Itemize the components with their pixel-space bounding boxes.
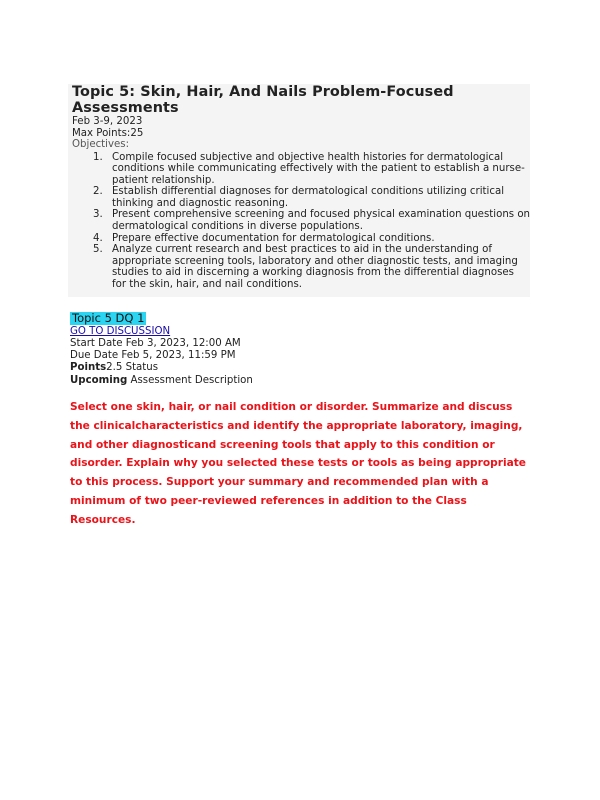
topic-overview xyxy=(68,84,530,297)
go-to-discussion-link[interactable]: GO TO DISCUSSION xyxy=(70,326,171,337)
objective-item: 1. Compile focused subjective and objective health histories for dermatological conditions while communicating effectively with the patient to establish a nurse-patient relationship. xyxy=(106,152,530,187)
points-status-line xyxy=(70,362,530,374)
objective-item: 3. Present comprehensive screening and focused physical examination questions on dermatological conditions in diverse populations. xyxy=(106,209,530,232)
topic-title: Topic 5: Skin, Hair, And Nails Problem-Focused Assessments xyxy=(72,84,454,116)
status-value: Upcoming xyxy=(70,374,128,386)
status-line xyxy=(70,375,530,387)
assessment-description-label: Assessment Description xyxy=(127,374,253,386)
topic-dates: Feb 3-9, 2023 xyxy=(72,116,143,127)
points-label: Points xyxy=(70,362,107,374)
discussion-question-block xyxy=(70,307,530,387)
dq-title: Topic 5 DQ 1 xyxy=(72,311,145,325)
assessment-description: Select one skin, hair, or nail condition or disorder. Summarize and discuss the clinicalcharacteristics and identify the appropriate laboratory, imaging, and other diagnosticand screening tools that apply to this condition or disorder. Explain why you selected these tests or tools as being appropriate to this process. Support your summary and recommended plan with a minimum of two peer-reviewed references in addition to the Class Resources. xyxy=(70,401,526,526)
objectives-label: Objectives: xyxy=(72,139,130,150)
objectives-list xyxy=(72,152,530,291)
objective-item: 2. Establish differential diagnoses for dermatological conditions utilizing critical thinking and diagnostic reasoning. xyxy=(106,186,530,209)
objective-item: 5. Analyze current research and best practices to aid in the understanding of appropriate screening tools, laboratory and other diagnostic tests, and imaging studies to aid in discerning a working diagnosis from the differential diagnoses for the skin, hair, and nail conditions. xyxy=(106,244,530,290)
points-value: 2.5 Status xyxy=(106,362,159,374)
start-date: Start Date Feb 3, 2023, 12:00 AM xyxy=(70,338,241,349)
objective-item: 4. Prepare effective documentation for dermatological conditions. xyxy=(106,233,530,245)
due-date: Due Date Feb 5, 2023, 11:59 PM xyxy=(70,350,236,362)
max-points: Max Points:25 xyxy=(72,127,144,139)
